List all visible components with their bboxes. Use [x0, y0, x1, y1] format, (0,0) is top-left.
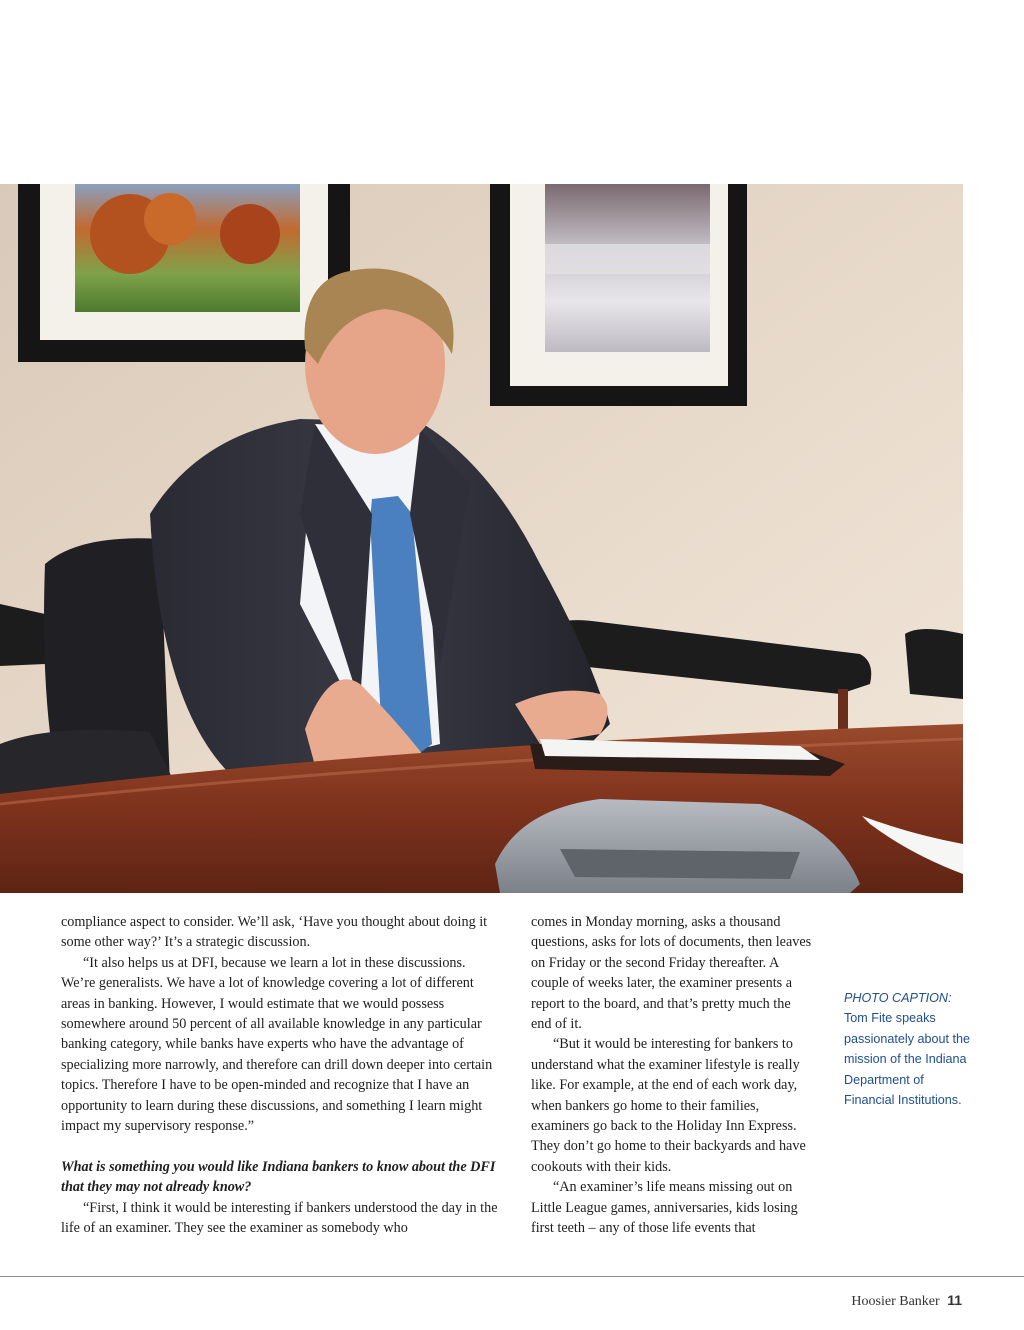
article-paragraph: “First, I think it would be interesting if bankers understood the day in the life of an examiner. They see the examiner as somebody who [61, 1199, 498, 1237]
article-paragraph: compliance aspect to consider. We’ll ask, ‘Have you thought about doing it some other way?’ It’s a strategic discussion. [61, 914, 488, 951]
photo-caption-text: Tom Fite speaks passionately about the mission of the Indiana Department of Financial Institutions. [844, 1011, 971, 1108]
article-paragraph: “An examiner’s life means missing out on Little League games, anniversaries, kids losing first teeth – any of those life events that [531, 1179, 798, 1237]
article-middle-column [531, 912, 813, 1239]
publication-name: Hoosier Banker [851, 1294, 940, 1309]
page-footer [851, 1292, 962, 1310]
photo-illustration [0, 184, 963, 893]
photo-caption [844, 988, 974, 1110]
interview-question: What is something you would like Indiana bankers to know about the DFI that they may not already know? [61, 1158, 496, 1196]
footer-divider [0, 1276, 1024, 1277]
page-number: 11 [947, 1292, 962, 1308]
article-paragraph: “It also helps us at DFI, because we learn a lot in these discussions. We’re generalists. We have a lot of knowledge covering a lot of different areas in banking. However, I would estimate that we would possess somewhere around 50 percent of all available knowledge in any particular banking category, while banks have experts who have the advantage of specializing more narrowly, and therefore can drill down deeper into certain topics. Therefore I have to be open-minded and recognize that I have an opportunity to learn during these discussions, and something I learn might impact my supervisory response.” [61, 954, 493, 1135]
article-left-column [61, 912, 501, 1238]
article-paragraph: comes in Monday morning, asks a thousand questions, asks for lots of documents, then leaves on Friday or the second Friday thereafter. A couple of weeks later, the examiner presents a report to the board, and that’s pretty much the end of it. [531, 914, 812, 1033]
photo-caption-label: PHOTO CAPTION: [844, 991, 952, 1005]
feature-photo [0, 184, 963, 893]
article-paragraph: “But it would be interesting for bankers to understand what the examiner lifestyle is really like. For example, at the end of each work day, when bankers go home to their families, examiners go back to the Holiday Inn Express. They don’t go home to their backyards and have cookouts with their kids. [531, 1036, 806, 1175]
